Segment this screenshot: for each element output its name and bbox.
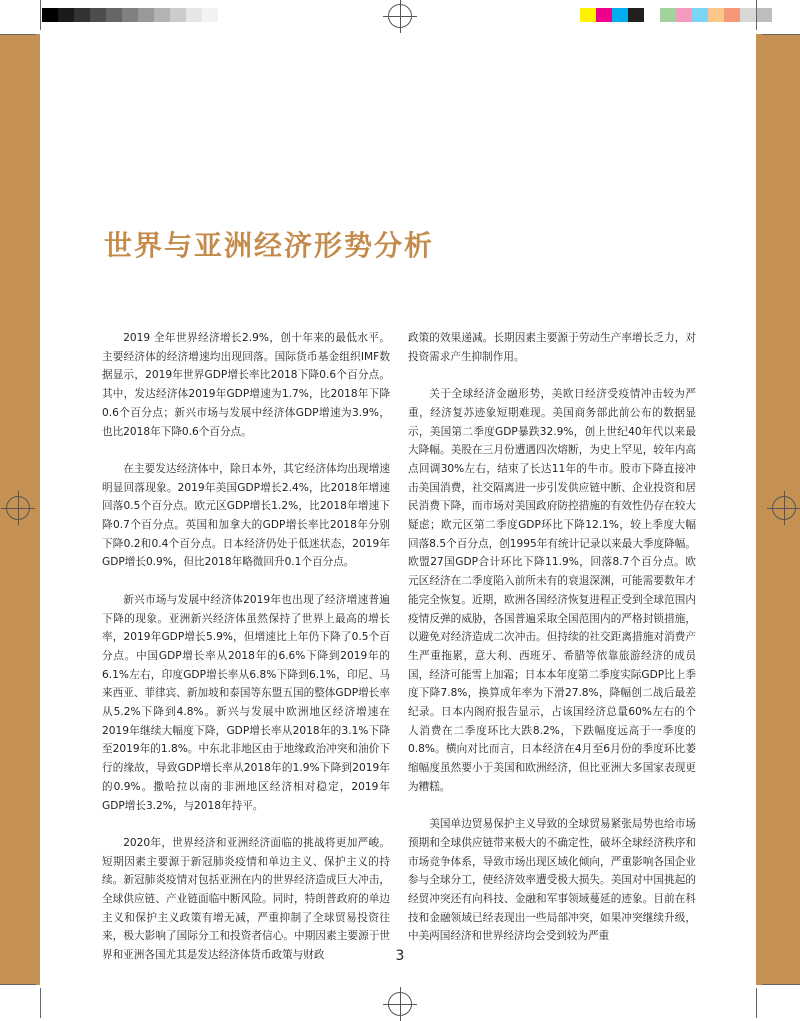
crop-mark [40,988,41,1018]
crop-mark [0,984,36,985]
color-swatch [660,8,676,22]
left-text-column [102,329,390,984]
color-swatch [676,8,692,22]
gray-swatch [170,8,186,22]
gray-swatch [90,8,106,22]
color-swatch [596,8,612,22]
crop-mark [762,34,800,35]
gray-swatch [202,8,218,22]
gray-swatch [122,8,138,22]
crop-mark [0,34,36,35]
gray-swatch [58,8,74,22]
gray-swatch [74,8,90,22]
color-swatch [740,8,756,22]
color-swatch [644,8,660,22]
gray-swatch [154,8,170,22]
color-swatch [708,8,724,22]
paragraph: 2020年，世界经济和亚洲经济面临的挑战将更加严峻。短期因素主要源于新冠肺炎疫情和单边主义、保护主义的持续。新冠肺炎疫情对包括亚洲在内的世界经济造成巨大冲击，全球供应链、产业链面临中断风险。同时，特朗普政府的单边主义和保护主义政策有增无减，严重抑制了全球贸易投资往来，极大影响了国际分工和投资者信心。中期因素主要源于世界和亚洲各国尤其是发达经济体货币政策与财政 [102,836,390,962]
color-swatch [724,8,740,22]
paragraph: 2019 全年世界经济增长2.9%，创十年来的最低水平。主要经济体的经济增速均出现回落。国际货币基金组织IMF数据显示，2019年世界GDP增长率比2018下降0.6个百分点。其中，发达经济体2019年GDP增速为1.7%，比2018年下降0.6个百分点；新兴市场与发展中经济体GDP增速为3.9%，也比2018年下降0.6个百分点。 [102,332,390,438]
crop-mark [762,984,800,985]
crop-mark [756,988,757,1018]
gray-swatch [138,8,154,22]
paragraph: 政策的效果递减。长期因素主要源于劳动生产率增长乏力，对投资需求产生抑制作用。 [408,332,696,363]
gray-swatch [42,8,58,22]
color-swatch [628,8,644,22]
gray-swatch [106,8,122,22]
color-swatch [756,8,772,22]
gray-swatch [186,8,202,22]
registration-mark-right [772,496,796,520]
registration-mark-top [388,4,412,28]
crop-mark [756,0,757,30]
registration-mark-left [6,496,30,520]
color-swatch [612,8,628,22]
right-text-column [408,329,696,965]
grayscale-calibration-bar [42,8,218,22]
color-calibration-bar [580,8,772,22]
crop-mark [40,0,41,30]
color-swatch [692,8,708,22]
paragraph: 新兴市场与发展中经济体2019年也出现了经济增速普遍下降的现象。亚洲新兴经济体虽然保持了世界上最高的增长率，2019年GDP增长5.9%，但增速比上年仍下降了0.5个百分点。中国GDP增长率从2018年的6.6%下降到2019年的6.1%左右，印度GDP增长率从6.8%下降到6.1%，印尼、马来西亚、菲律宾、新加坡和泰国等东盟五国的整体GDP增长率从5.2%下降到4.8%。新兴与发展中欧洲地区经济增速在2019年继续大幅度下降，GDP增长率从2018年的3.1%下降至2019年的1.8%。中东北非地区由于地缘政治冲突和油价下行的缘故，导致GDP增长率从2018年的1.9%下降到2019年的0.9%。撒哈拉以南的非洲地区经济相对稳定，2019年GDP增长3.2%，与2018年持平。 [102,593,390,812]
page-title: 世界与亚洲经济形势分析 [104,229,435,262]
registration-mark-bottom [388,992,412,1016]
paragraph: 在主要发达经济体中，除日本外，其它经济体均出现增速明显回落现象。2019年美国GDP增长2.4%，比2018年增速回落0.5个百分点。欧元区GDP增长1.2%，比2018年增速下降0.7个百分点。英国和加拿大的GDP增长率比2018年分别下降0.2和0.4个百分点。日本经济仍处于低迷状态，2019年GDP增长0.9%，但比2018年略微回升0.1个百分点。 [102,462,390,569]
paragraph: 美国单边贸易保护主义导致的全球贸易紧张局势也给市场预期和全球供应链带来极大的不确定性，破坏全球经济秩序和市场竞争体系，导致市场出现区域化倾向，严重影响各国企业参与全球分工，使经济效率遭受极大损失。美国对中国挑起的经贸冲突还有向科技、金融和军事领域蔓延的迹象。目前在科技和金融领域已经表现出一些局部冲突，如果冲突继续升级，中美两国经济和世界经济均会受到较为严重 [408,818,696,943]
paragraph: 关于全球经济金融形势，美欧日经济受疫情冲击较为严重，经济复苏迹象短期难现。美国商务部此前公布的数据显示，美国第二季度GDP暴跌32.9%，创上世纪40年代以来最大降幅。美股在三月份遭遇四次熔断，为史上罕见，较年内高点回调30%左右，结束了长达11年的牛市。股市下降直接冲击美国消费，社交隔离进一步引发供应链中断、企业投资和居民消费下降，而市场对美国政府防控措施的有效性仍存在较大疑虑；欧元区第二季度GDP环比下降12.1%，较上季度大幅回落8.5个百分点，创1995年有统计记录以来最大季度降幅。欧盟27国GDP合计环比下降11.9%，回落8.7个百分点。欧元区经济在二季度陷入前所未有的衰退深渊，可能需要数年才能完全恢复。近期，欧洲各国经济恢复进程正受到全球范围内疫情反弹的威胁，各国普遍采取全国范围内的严格封锁措施，以避免对经济造成二次冲击。但持续的社交距离措施对消费产生严重拖累，意大利、西班牙、希腊等依靠旅游经济的成员国，经济可能雪上加霜；日本本年度第二季度实际GDP比上季度下降7.8%，换算成年率为下滑27.8%，降幅创二战后最差纪录。日本内阁府报告显示，占该国经济总量60%左右的个人消费在二季度环比大跌8.2%，下跌幅度远高于一季度的0.8%。横向对比而言，日本经济在4月至6月份的季度环比萎缩幅度虽然要小于美国和欧洲经济，但比亚洲大多国家表现更为糟糕。 [408,388,696,793]
color-swatch [580,8,596,22]
page-number: 3 [395,948,405,964]
